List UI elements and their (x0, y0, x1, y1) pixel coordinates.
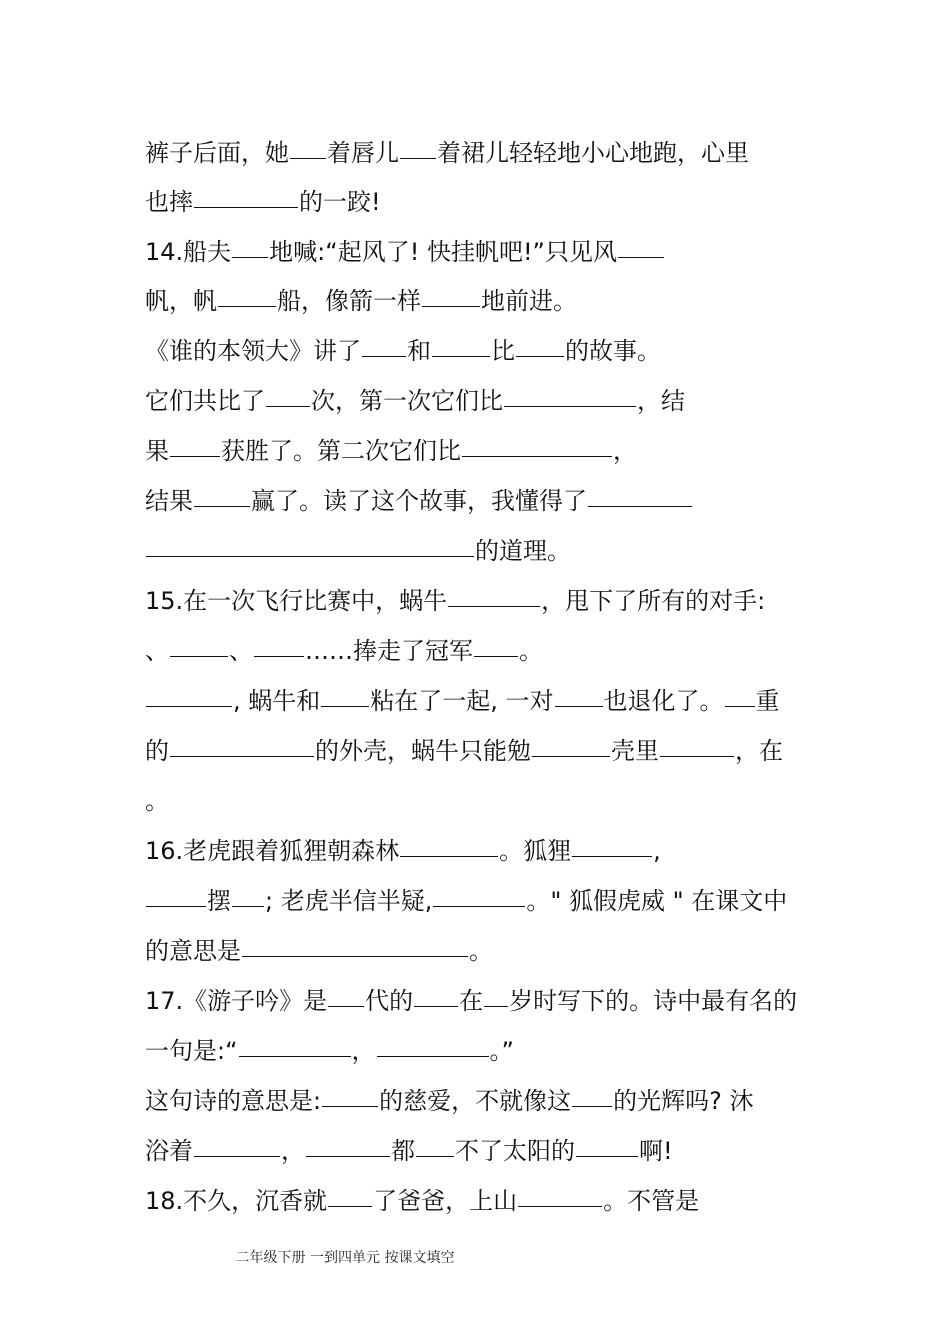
text-segment: 。” (489, 1037, 514, 1065)
text-segment: 获胜了。第二次它们比 (221, 437, 461, 465)
text-segment: 这句诗的意思是: (145, 1087, 322, 1115)
fill-in-blank[interactable] (232, 256, 268, 258)
text-line (145, 135, 749, 171)
fill-in-blank[interactable] (328, 1005, 364, 1007)
text-segment: 啊! (639, 1137, 673, 1165)
text-line (145, 1033, 514, 1069)
text-segment: 果 (145, 437, 169, 465)
text-segment: 也摔 (145, 188, 193, 216)
fill-in-blank[interactable] (433, 905, 525, 907)
text-segment: 代的 (365, 987, 414, 1015)
text-segment: 它们共比了 (145, 387, 265, 415)
fill-in-blank[interactable] (400, 157, 436, 159)
text-line (145, 333, 661, 369)
text-line (145, 1183, 699, 1219)
text-segment: ……捧走了冠军 (305, 637, 473, 665)
text-segment: 不了太阳的 (455, 1137, 575, 1165)
fill-in-blank[interactable] (504, 405, 636, 407)
fill-in-blank[interactable] (239, 1055, 351, 1057)
fill-in-blank[interactable] (432, 355, 490, 357)
fill-in-blank[interactable] (422, 305, 480, 307)
text-segment: 的外壳，蜗牛只能勉 (315, 737, 531, 765)
text-segment: 帆，帆 (145, 287, 217, 315)
fill-in-blank[interactable] (518, 1205, 602, 1207)
fill-in-blank[interactable] (146, 905, 206, 907)
fill-in-blank[interactable] (232, 905, 264, 907)
text-segment: 岁时写下的。诗中最有名的 (509, 987, 798, 1015)
text-segment: 次，第一次它们比 (311, 387, 503, 415)
text-segment: , (653, 837, 661, 865)
text-line (145, 533, 571, 569)
text-segment: 重 (755, 687, 780, 715)
text-segment: 16.老虎跟着狐狸朝森林 (145, 837, 400, 865)
text-segment: ，结 (637, 387, 685, 415)
text-segment: 。 (469, 937, 493, 965)
text-segment: 壳里 (611, 737, 659, 765)
fill-in-blank[interactable] (170, 455, 220, 457)
text-segment: 和 (407, 337, 431, 365)
text-line (145, 783, 169, 819)
text-segment: 、 (229, 637, 253, 665)
text-segment: 14.船夫 (145, 238, 232, 266)
text-line (145, 184, 381, 220)
fill-in-blank[interactable] (218, 305, 276, 307)
text-segment: 。狐狸 (499, 837, 572, 865)
text-segment: 裤子后面，她 (145, 139, 289, 167)
text-line (145, 433, 637, 469)
fill-in-blank[interactable] (328, 1205, 372, 1207)
text-segment: , 蜗牛和 (233, 687, 321, 715)
text-segment: 都 (391, 1137, 415, 1165)
text-segment: ，甩下了所有的对手: (541, 587, 766, 615)
text-segment: ， (351, 1037, 376, 1065)
text-segment: 。 (519, 637, 543, 665)
fill-in-blank[interactable] (400, 855, 498, 857)
fill-in-blank[interactable] (462, 455, 612, 457)
text-line (145, 883, 787, 919)
fill-in-blank[interactable] (146, 555, 474, 557)
fill-in-blank[interactable] (572, 1105, 612, 1107)
text-segment: 一句是:“ (145, 1037, 238, 1065)
fill-in-blank[interactable] (322, 1105, 378, 1107)
text-line (145, 1133, 673, 1169)
fill-in-blank[interactable] (474, 655, 518, 657)
text-segment: 《谁的本领大》讲了 (145, 337, 361, 365)
fill-in-blank[interactable] (576, 1155, 638, 1157)
fill-in-blank[interactable] (572, 855, 652, 857)
text-segment: 的光辉吗? 沐 (613, 1087, 754, 1115)
text-segment: 着唇儿 (327, 139, 399, 167)
text-segment: 17.《游子吟》是 (145, 987, 328, 1015)
fill-in-blank[interactable] (362, 355, 406, 357)
fill-in-blank[interactable] (194, 1155, 280, 1157)
text-segment: 。 (145, 787, 169, 815)
text-segment: 在 (459, 987, 484, 1015)
text-segment: 着裙儿轻轻地小心地跑，心里 (437, 139, 749, 167)
text-line (145, 633, 543, 669)
text-segment: 。" 狐假虎威 " 在课文中 (526, 887, 788, 915)
fill-in-blank[interactable] (660, 755, 734, 757)
fill-in-blank[interactable] (484, 1005, 508, 1007)
fill-in-blank[interactable] (555, 705, 603, 707)
text-segment: 赢了。读了这个故事，我懂得了 (251, 487, 587, 515)
text-segment: 地前进。 (481, 287, 577, 315)
fill-in-blank[interactable] (146, 705, 232, 707)
fill-in-blank[interactable] (306, 1155, 390, 1157)
fill-in-blank[interactable] (290, 157, 326, 159)
text-line (145, 933, 493, 969)
text-line (145, 483, 693, 519)
text-segment: ， (613, 437, 637, 465)
text-segment: 的道理。 (475, 537, 571, 565)
text-segment: 的意思是 (145, 937, 241, 965)
fill-in-blank[interactable] (194, 206, 298, 208)
fill-in-blank[interactable] (532, 755, 610, 757)
fill-in-blank[interactable] (516, 355, 564, 357)
text-segment: 结果 (145, 487, 193, 515)
text-segment: ; 老虎半信半疑, (265, 887, 433, 915)
text-line (145, 983, 797, 1019)
text-line (145, 683, 780, 719)
text-line (145, 383, 685, 419)
text-segment: 浴着 (145, 1137, 193, 1165)
text-line (145, 833, 661, 869)
fill-in-blank[interactable] (170, 655, 228, 657)
text-segment: 的一跤! (299, 188, 381, 216)
text-segment: 的慈爱，不就像这 (379, 1087, 572, 1115)
text-segment: 摆 (207, 887, 231, 915)
text-segment: 粘在了一起, 一对 (370, 687, 554, 715)
text-segment: 、 (145, 637, 169, 665)
text-segment: 船，像箭一样 (277, 287, 421, 315)
fill-in-blank[interactable] (448, 605, 540, 607)
text-segment: 了爸爸，上山 (373, 1187, 518, 1215)
fill-in-blank[interactable] (725, 705, 755, 707)
fill-in-blank[interactable] (170, 755, 314, 757)
fill-in-blank[interactable] (321, 705, 369, 707)
text-line (145, 583, 765, 619)
text-segment: 15.在一次飞行比赛中，蜗牛 (145, 587, 448, 615)
fill-in-blank[interactable] (266, 405, 310, 407)
page-footer: 二年级下册 一到四单元 按课文填空 (235, 1250, 455, 1266)
fill-in-blank[interactable] (194, 505, 250, 507)
fill-in-blank[interactable] (416, 1155, 454, 1157)
text-line (145, 234, 665, 270)
text-segment: ，在 (735, 737, 783, 765)
text-segment: 也退化了。 (603, 687, 724, 715)
text-line (145, 1083, 753, 1119)
text-segment: 18.不久，沉香就 (145, 1187, 328, 1215)
fill-in-blank[interactable] (242, 955, 468, 957)
text-line (145, 283, 577, 319)
fill-in-blank[interactable] (618, 256, 664, 258)
fill-in-blank[interactable] (254, 655, 304, 657)
text-segment: 的 (145, 737, 169, 765)
text-segment: 地喊:“起风了! 快挂帆吧!”只见风 (269, 238, 617, 266)
fill-in-blank[interactable] (588, 505, 692, 507)
text-segment: 。不管是 (603, 1187, 700, 1215)
fill-in-blank[interactable] (414, 1005, 458, 1007)
text-segment: ， (281, 1137, 305, 1165)
text-segment: 比 (491, 337, 515, 365)
text-segment: 的故事。 (565, 337, 661, 365)
fill-in-blank[interactable] (377, 1055, 489, 1057)
text-line (145, 733, 783, 769)
